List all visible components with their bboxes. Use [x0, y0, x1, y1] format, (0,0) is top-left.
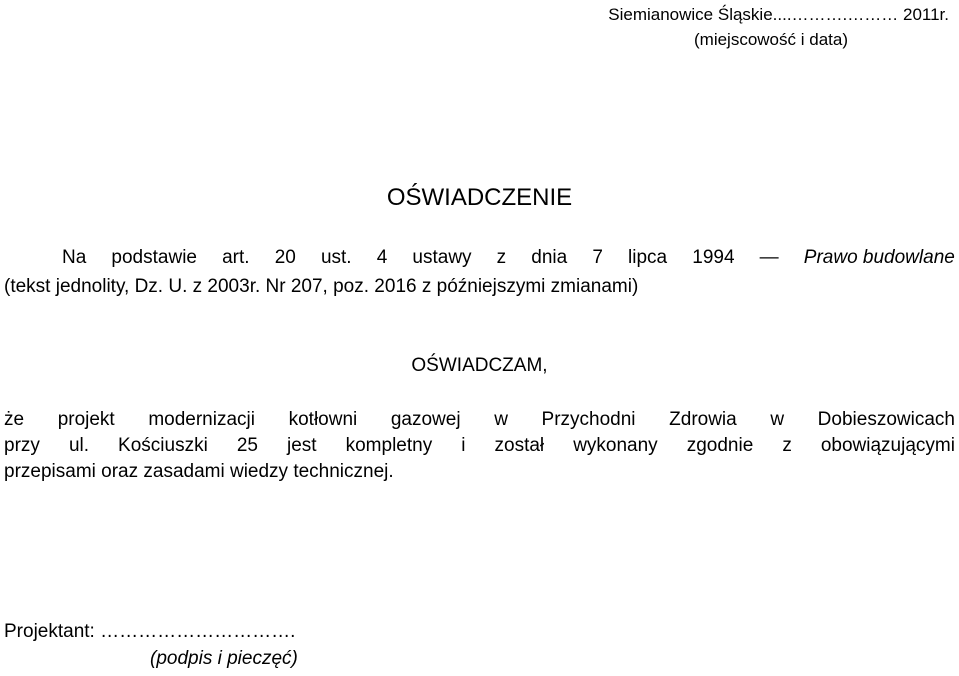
statement-word: ul. — [68, 435, 90, 456]
statement-word: projekt — [57, 409, 115, 430]
statement-line-2 — [4, 436, 955, 455]
designer-signature-field: Projektant: …………………………. — [4, 621, 296, 642]
statement-word: Kościuszki — [118, 435, 208, 456]
statement-word: jest — [287, 435, 317, 456]
statement-word: obowiązującymi — [820, 435, 955, 456]
legal-basis-line-1 — [62, 248, 955, 267]
document-title: OŚWIADCZENIE — [386, 184, 573, 211]
statement-word: i — [461, 435, 466, 456]
basis-word: ust. — [320, 247, 352, 268]
act-name: Prawo budowlane — [803, 247, 955, 268]
statement-word: z — [782, 435, 792, 456]
statement-word: został — [494, 435, 545, 456]
statement-word: Przychodni — [541, 409, 636, 430]
declaration-heading: OŚWIADCZAM, — [411, 355, 548, 376]
basis-word: — — [759, 247, 779, 268]
statement-line-3: przepisami oraz zasadami wiedzy technicznej. — [4, 461, 394, 482]
basis-word: ustawy — [412, 247, 472, 268]
legal-basis-line-2: (tekst jednolity, Dz. U. z 2003r. Nr 207, poz. 2016 z późniejszymi zmianami) — [4, 276, 639, 297]
statement-word: 25 — [236, 435, 258, 456]
statement-word: przy — [4, 435, 40, 456]
place-and-date-caption: (miejscowość i data) — [694, 30, 848, 49]
basis-word: podstawie — [111, 247, 197, 268]
basis-word: dnia — [531, 247, 568, 268]
basis-word: 7 — [592, 247, 603, 268]
statement-word: gazowej — [390, 409, 461, 430]
signature-caption: (podpis i pieczęć) — [150, 648, 298, 669]
basis-word: 1994 — [692, 247, 735, 268]
statement-word: kompletny — [345, 435, 433, 456]
statement-word: wykonany — [573, 435, 658, 456]
statement-word: modernizacji — [148, 409, 255, 430]
basis-word: 20 — [274, 247, 296, 268]
basis-word: z — [496, 247, 507, 268]
statement-word: w — [494, 409, 508, 430]
statement-word: w — [770, 409, 785, 430]
statement-word: Dobieszowicach — [817, 409, 955, 430]
place-and-date: Siemianowice Śląskie....……….……… 2011r. — [608, 5, 949, 24]
basis-word: Na — [62, 247, 87, 268]
statement-line-1 — [4, 410, 955, 429]
statement-word: że — [4, 409, 25, 430]
basis-word: lipca — [628, 247, 668, 268]
basis-word: 4 — [376, 247, 388, 268]
statement-word: kotłowni — [288, 409, 358, 430]
statement-word: zgodnie — [686, 435, 754, 456]
statement-word: Zdrowia — [669, 409, 737, 430]
basis-word: art. — [222, 247, 250, 268]
